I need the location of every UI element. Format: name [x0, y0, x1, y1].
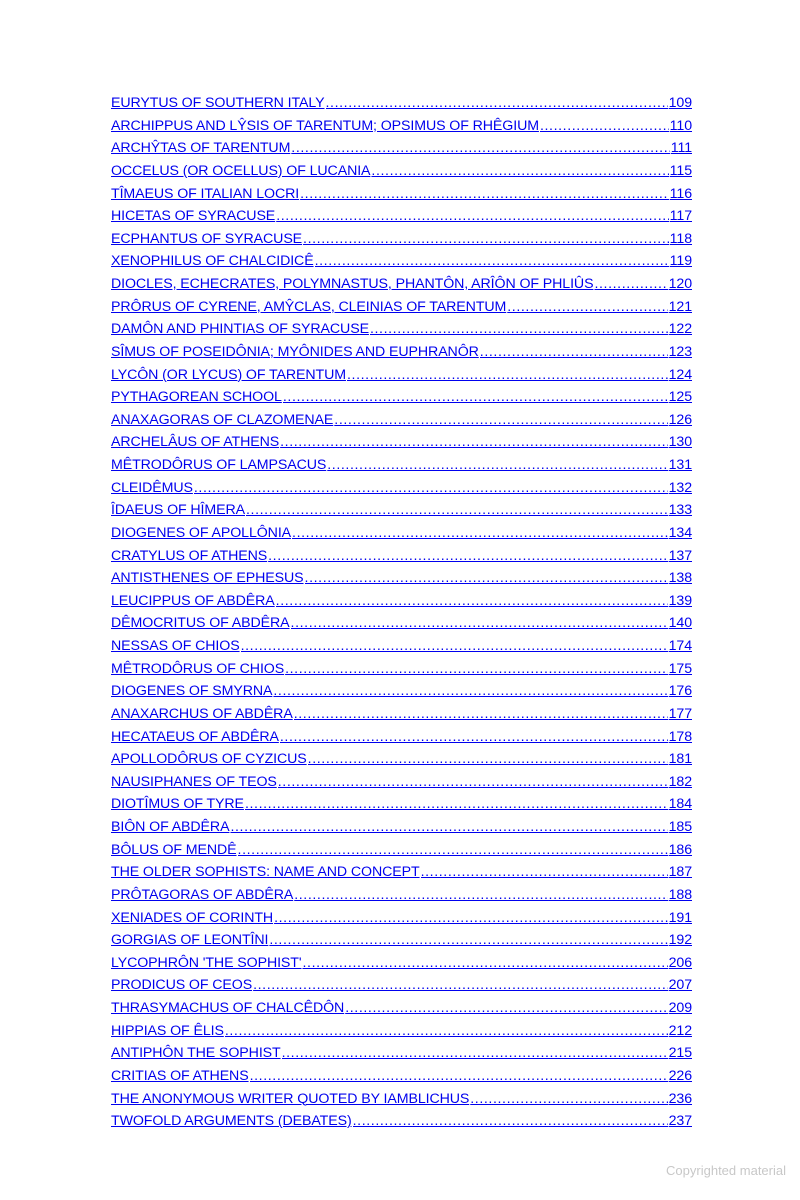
toc-entry-page-number-link[interactable]: 123: [668, 343, 692, 360]
toc-entry-page-number-link[interactable]: 138: [668, 570, 692, 587]
copyright-watermark: Copyrighted material: [666, 1163, 786, 1178]
toc-entry-title-link[interactable]: DIOGENES OF SMYRNA: [111, 683, 273, 700]
toc-entry[interactable]: [111, 997, 692, 1020]
toc-entry[interactable]: [111, 974, 692, 997]
toc-entry-title-link[interactable]: THRASYMACHUS OF CHALCÊDÔN: [111, 1000, 345, 1016]
dot-leader: [250, 1065, 668, 1088]
toc-entry-page-number-link[interactable]: 116: [669, 185, 692, 202]
toc-entry[interactable]: [111, 590, 692, 613]
toc-entry-title-link[interactable]: PYTHAGOREAN SCHOOL: [111, 389, 282, 406]
toc-entry-title-link[interactable]: ÎDAEUS OF HÎMERA: [111, 502, 245, 519]
toc-entry-title-link[interactable]: ARCHŶTAS OF TARENTUM: [111, 140, 291, 157]
toc-entry-page-number-link[interactable]: 207: [668, 977, 692, 994]
toc-entry-page-number-link[interactable]: 209: [668, 1000, 692, 1016]
toc-entry[interactable]: [111, 205, 692, 228]
toc-entry[interactable]: [111, 839, 692, 862]
toc-entry-page-number-link[interactable]: 175: [668, 660, 692, 677]
toc-entry-title-link[interactable]: CRITIAS OF ATHENS: [111, 1067, 249, 1084]
toc-entry[interactable]: [111, 477, 692, 500]
toc-entry-title-link[interactable]: LYCÔN (OR LYCUS) OF TARENTUM: [111, 366, 346, 383]
toc-entry-page-number-link[interactable]: 119: [669, 253, 692, 270]
toc-entry-title-link[interactable]: NESSAS OF CHIOS: [111, 638, 240, 654]
toc-entry-page-number-link[interactable]: 115: [669, 162, 692, 179]
dot-leader: [276, 590, 668, 613]
toc-entry-title-link[interactable]: DAMÔN AND PHINTIAS OF SYRACUSE: [111, 321, 369, 338]
toc-entry[interactable]: [111, 341, 692, 364]
toc-entry[interactable]: [111, 816, 692, 839]
dot-leader: [540, 115, 669, 138]
toc-entry[interactable]: [111, 115, 692, 138]
toc-entry-title-link[interactable]: BIÔN OF ABDÊRA: [111, 819, 230, 835]
toc-entry-page-number-link[interactable]: 120: [668, 276, 692, 292]
toc-entry-title-link[interactable]: MÊTRODÔRUS OF LAMPSACUS: [111, 457, 327, 473]
dot-leader: [345, 997, 667, 1020]
toc-entry-title-link[interactable]: DÊMOCRITUS OF ABDÊRA: [111, 615, 290, 632]
toc-entry[interactable]: [111, 703, 692, 726]
toc-entry[interactable]: [111, 250, 692, 273]
toc-entry[interactable]: [111, 273, 692, 296]
toc-entry-title-link[interactable]: CLEIDÊMUS: [111, 479, 193, 496]
dot-leader: [291, 612, 668, 635]
toc-entry-title-link[interactable]: ARCHELÂUS OF ATHENS: [111, 434, 280, 451]
dot-leader: [303, 228, 669, 251]
toc-entry-page-number-link[interactable]: 109: [668, 95, 692, 111]
toc-entry-title-link[interactable]: ANAXAGORAS OF CLAZOMENAE: [111, 411, 334, 428]
dot-leader: [353, 1110, 668, 1133]
toc-entry[interactable]: [111, 612, 692, 635]
dot-leader: [278, 771, 668, 794]
toc-entry[interactable]: [111, 907, 692, 930]
toc-entry-page-number-link[interactable]: 110: [669, 117, 692, 134]
toc-entry-page-number-link[interactable]: 215: [668, 1045, 692, 1062]
toc-entry-title-link[interactable]: DIOCLES, ECHECRATES, POLYMNASTUS, PHANTÔN, ARÎÔN OF PHLIÛS: [111, 276, 594, 292]
toc-entry-page-number-link[interactable]: 212: [668, 1022, 692, 1039]
toc-entry-page-number-link[interactable]: 236: [668, 1090, 692, 1107]
toc-entry-title-link[interactable]: XENOPHILUS OF CHALCIDICÊ: [111, 253, 314, 270]
dot-leader: [194, 477, 668, 500]
toc-entry[interactable]: [111, 228, 692, 251]
dot-leader: [347, 364, 668, 387]
dot-leader: [238, 839, 668, 862]
toc-entry[interactable]: [111, 545, 692, 568]
toc-entry-page-number-link[interactable]: 226: [668, 1067, 692, 1084]
toc-entry-title-link[interactable]: THE OLDER SOPHISTS: NAME AND CONCEPT: [111, 864, 420, 881]
toc-entry[interactable]: [111, 680, 692, 703]
toc-entry-title-link[interactable]: ARCHIPPUS AND LŶSIS OF TARENTUM; OPSIMUS OF RHÊGIUM: [111, 117, 539, 134]
toc-entry-page-number-link[interactable]: 174: [668, 638, 692, 654]
toc-entry-page-number-link[interactable]: 186: [668, 841, 692, 858]
dot-leader: [371, 160, 668, 183]
toc-entry-title-link[interactable]: OCCELUS (OR OCELLUS) OF LUCANIA: [111, 162, 371, 179]
toc-entry-title-link[interactable]: ECPHANTUS OF SYRACUSE: [111, 230, 303, 247]
toc-entry-page-number-link[interactable]: 191: [668, 909, 692, 926]
toc-entry-title-link[interactable]: TWOFOLD ARGUMENTS (DEBATES): [111, 1113, 352, 1130]
toc-entry-title-link[interactable]: MÊTRODÔRUS OF CHIOS: [111, 660, 285, 677]
toc-entry-title-link[interactable]: THE ANONYMOUS WRITER QUOTED BY IAMBLICHUS: [111, 1090, 470, 1107]
toc-entry[interactable]: [111, 1065, 692, 1088]
toc-entry[interactable]: [111, 793, 692, 816]
toc-entry-title-link[interactable]: PRÔTAGORAS OF ABDÊRA: [111, 886, 294, 903]
toc-entry-title-link[interactable]: CRATYLUS OF ATHENS: [111, 547, 268, 564]
toc-entry-page-number-link[interactable]: 139: [668, 592, 692, 609]
toc-entry-title-link[interactable]: EURYTUS OF SOUTHERN ITALY: [111, 95, 325, 111]
dot-leader: [282, 1042, 668, 1065]
toc-entry-title-link[interactable]: HECATAEUS OF ABDÊRA: [111, 728, 279, 745]
toc-entry[interactable]: [111, 499, 692, 522]
dot-leader: [274, 907, 668, 930]
toc-entry[interactable]: [111, 454, 692, 477]
dot-leader: [302, 952, 667, 975]
toc-entry-title-link[interactable]: BÔLUS OF MENDÊ: [111, 841, 237, 858]
toc-entry-title-link[interactable]: SÎMUS OF POSEIDÔNIA; MYÔNIDES AND EUPHRANÔR: [111, 343, 479, 360]
toc-entry-title-link[interactable]: ANTIPHÔN THE SOPHIST: [111, 1045, 281, 1062]
toc-entry[interactable]: [111, 386, 692, 409]
toc-entry-page-number-link[interactable]: 140: [668, 615, 692, 632]
dot-leader: [294, 884, 667, 907]
dot-leader: [294, 703, 668, 726]
toc-entry[interactable]: [111, 183, 692, 206]
toc-entry-page-number-link[interactable]: 177: [668, 705, 692, 722]
toc-entry[interactable]: [111, 771, 692, 794]
toc-entry-page-number-link[interactable]: 130: [668, 434, 692, 451]
dot-leader: [305, 567, 668, 590]
toc-entry-page-number-link[interactable]: 181: [668, 751, 692, 768]
dot-leader: [480, 341, 668, 364]
toc-entry[interactable]: [111, 929, 692, 952]
toc-entry[interactable]: [111, 861, 692, 884]
toc-entry-title-link[interactable]: ANTISTHENES OF EPHESUS: [111, 570, 304, 587]
toc-entry[interactable]: [111, 522, 692, 545]
toc-entry-page-number-link[interactable]: 126: [668, 411, 692, 428]
toc-entry-title-link[interactable]: TÎMAEUS OF ITALIAN LOCRI: [111, 185, 300, 202]
toc-entry-title-link[interactable]: ANAXARCHUS OF ABDÊRA: [111, 705, 293, 722]
toc-entry-page-number-link[interactable]: 206: [668, 954, 692, 971]
dot-leader: [225, 1020, 668, 1043]
toc-entry[interactable]: [111, 567, 692, 590]
dot-leader: [594, 273, 667, 296]
toc-entry-title-link[interactable]: HICETAS OF SYRACUSE: [111, 208, 276, 225]
toc-entry[interactable]: [111, 1110, 692, 1133]
toc-entry[interactable]: [111, 364, 692, 387]
dot-leader: [283, 386, 668, 409]
toc-entry[interactable]: [111, 160, 692, 183]
dot-leader: [269, 929, 667, 952]
toc-entry-page-number-link[interactable]: 176: [668, 683, 692, 700]
toc-entry-title-link[interactable]: APOLLODÔRUS OF CYZICUS: [111, 751, 307, 768]
dot-leader: [334, 409, 667, 432]
toc-entry-title-link[interactable]: LYCOPHRÔN 'THE SOPHIST': [111, 954, 302, 971]
toc-entry-title-link[interactable]: LEUCIPPUS OF ABDÊRA: [111, 592, 275, 609]
toc-entry[interactable]: [111, 1020, 692, 1043]
toc-entry[interactable]: [111, 658, 692, 681]
toc-entry-page-number-link[interactable]: 188: [668, 886, 692, 903]
toc-entry-page-number-link[interactable]: 184: [668, 796, 692, 813]
toc-entry-page-number-link[interactable]: 125: [668, 389, 692, 406]
toc-entry-page-number-link[interactable]: 192: [668, 932, 692, 949]
toc-entry-page-number-link[interactable]: 131: [668, 457, 692, 473]
toc-entry-page-number-link[interactable]: 124: [668, 366, 692, 383]
toc-entry-page-number-link[interactable]: 185: [668, 819, 692, 835]
table-of-contents: [111, 92, 692, 1133]
toc-entry-page-number-link[interactable]: 118: [669, 230, 692, 247]
toc-entry[interactable]: [111, 92, 692, 115]
toc-entry[interactable]: [111, 431, 692, 454]
dot-leader: [245, 793, 668, 816]
toc-entry-page-number-link[interactable]: 182: [668, 773, 692, 790]
toc-entry-page-number-link[interactable]: 111: [670, 140, 692, 157]
dot-leader: [241, 635, 668, 658]
toc-entry[interactable]: [111, 409, 692, 432]
toc-entry[interactable]: [111, 884, 692, 907]
toc-entry[interactable]: [111, 1088, 692, 1111]
dot-leader: [280, 726, 668, 749]
toc-entry-page-number-link[interactable]: 178: [668, 728, 692, 745]
toc-entry-page-number-link[interactable]: 121: [668, 298, 692, 315]
dot-leader: [327, 454, 667, 477]
toc-entry-title-link[interactable]: PRÔRUS OF CYRENE, AMŶCLAS, CLEINIAS OF TARENTUM: [111, 298, 507, 315]
toc-entry-page-number-link[interactable]: 122: [668, 321, 692, 338]
dot-leader: [285, 658, 668, 681]
dot-leader: [300, 183, 669, 206]
toc-entry-title-link[interactable]: GORGIAS OF LEONTÎNI: [111, 932, 269, 949]
dot-leader: [315, 250, 669, 273]
toc-entry-page-number-link[interactable]: 137: [668, 547, 692, 564]
toc-entry[interactable]: [111, 1042, 692, 1065]
toc-entry[interactable]: [111, 318, 692, 341]
toc-entry[interactable]: [111, 635, 692, 658]
toc-entry-title-link[interactable]: NAUSIPHANES OF TEOS: [111, 773, 277, 790]
toc-entry-page-number-link[interactable]: 117: [669, 208, 692, 225]
dot-leader: [470, 1088, 667, 1111]
toc-entry-page-number-link[interactable]: 133: [668, 502, 692, 519]
toc-entry[interactable]: [111, 296, 692, 319]
dot-leader: [253, 974, 668, 997]
toc-entry-page-number-link[interactable]: 237: [668, 1113, 692, 1130]
toc-entry[interactable]: [111, 726, 692, 749]
dot-leader: [507, 296, 667, 319]
toc-entry-title-link[interactable]: PRODICUS OF CEOS: [111, 977, 253, 994]
dot-leader: [230, 816, 667, 839]
dot-leader: [268, 545, 668, 568]
dot-leader: [326, 92, 668, 115]
dot-leader: [308, 748, 668, 771]
toc-entry-title-link[interactable]: DIOGENES OF APOLLÔNIA: [111, 524, 292, 541]
dot-leader: [421, 861, 668, 884]
toc-entry-page-number-link[interactable]: 187: [668, 864, 692, 881]
toc-entry-page-number-link[interactable]: 134: [668, 524, 692, 541]
dot-leader: [280, 431, 668, 454]
toc-entry-page-number-link[interactable]: 132: [668, 479, 692, 496]
toc-entry[interactable]: [111, 748, 692, 771]
toc-entry-title-link[interactable]: DIOTÎMUS OF TYRE: [111, 796, 244, 813]
toc-entry[interactable]: [111, 952, 692, 975]
toc-entry[interactable]: [111, 137, 692, 160]
dot-leader: [292, 522, 668, 545]
toc-entry-title-link[interactable]: HIPPIAS OF ÊLIS: [111, 1022, 224, 1039]
dot-leader: [276, 205, 668, 228]
dot-leader: [246, 499, 668, 522]
dot-leader: [291, 137, 669, 160]
dot-leader: [273, 680, 667, 703]
toc-entry-title-link[interactable]: XENIADES OF CORINTH: [111, 909, 274, 926]
dot-leader: [370, 318, 668, 341]
